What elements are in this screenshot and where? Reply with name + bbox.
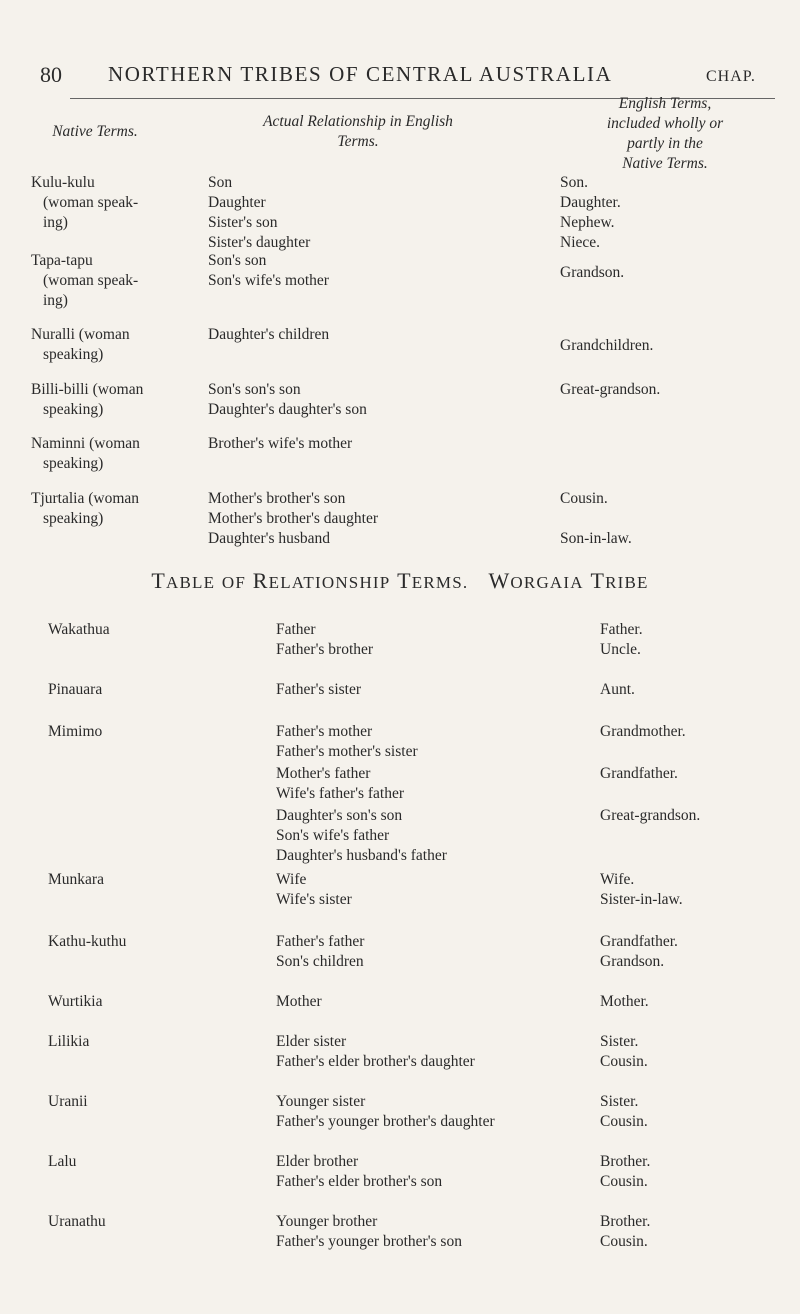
relationship: Wife's sister [276,891,352,908]
relationship: Father's mother [276,723,373,740]
title-smallcaps: ERMS. [411,573,469,592]
native-term: Nuralli (woman [31,326,130,343]
native-term: Uranathu [48,1213,106,1230]
native-term-note: speaking) [43,510,104,527]
title-smallcaps: ABLE [166,573,216,592]
relationship: Daughter's daughter's son [208,401,367,418]
column-heading-actual-line: Terms. [337,133,379,150]
english-term: Great-grandson. [560,381,661,398]
title-initial: T [397,568,412,593]
english-term: Grandson. [560,264,625,281]
relationship: Father's younger brother's daughter [276,1113,495,1130]
column-heading-native: Native Terms. [52,123,138,140]
english-term: Great-grandson. [600,807,701,824]
column-heading-english [545,94,785,174]
relationship: Elder sister [276,1033,347,1050]
relationship: Elder brother [276,1153,359,1170]
english-term: Grandchildren. [560,337,654,354]
english-term: Grandson. [600,953,665,970]
relationship: Father's sister [276,681,362,698]
english-term: Sister. [600,1093,639,1110]
english-term: Father. [600,621,643,638]
relationship: Father's younger brother's son [276,1233,462,1250]
relationship: Father's mother's sister [276,743,418,760]
relationship: Mother's brother's son [208,490,346,507]
title-initial: T [151,568,167,593]
relationship: Sister's son [208,214,278,231]
native-term: Uranii [48,1093,88,1110]
column-heading-english-line: English Terms, [618,95,712,112]
column-heading-english-line: Native Terms. [622,155,708,172]
relationship: Daughter's husband [208,530,331,547]
title-smallcaps: ELATIONSHIP [268,573,391,592]
native-term-note: speaking) [43,401,104,418]
english-term: Cousin. [600,1053,648,1070]
native-term-note: (woman speak- [43,194,139,211]
relationship: Father's father [276,933,365,950]
english-term: Nephew. [560,214,615,231]
column-heading-english-line: partly in the [627,135,703,152]
native-term: Munkara [48,871,104,888]
page-number: 80 [40,62,62,87]
english-term: Aunt. [600,681,635,698]
relationship: Daughter's husband's father [276,847,447,864]
english-term: Cousin. [600,1233,648,1250]
relationship: Younger sister [276,1093,366,1110]
relationship: Brother's wife's mother [208,435,353,452]
section-title [0,568,800,594]
column-heading-actual [198,112,518,152]
relationship: Mother's father [276,765,371,782]
native-term: Tjurtalia (woman [31,490,140,507]
relationship: Son's son [208,252,267,269]
relationship: Wife [276,871,307,888]
native-term-note: speaking) [43,346,104,363]
native-term-note: (woman speak- [43,272,139,289]
relationship: Sister's daughter [208,234,311,251]
running-title: NORTHERN TRIBES OF CENTRAL AUSTRALIA [108,62,613,86]
title-initial: W [488,568,511,593]
relationship: Mother [276,993,322,1010]
relationship: Son's son's son [208,381,301,398]
title-smallcaps: OF [221,573,247,592]
english-term: Son. [560,174,588,191]
relationship: Son [208,174,233,191]
native-term-note: speaking) [43,455,104,472]
english-term: Wife. [600,871,635,888]
native-term: Tapa-tapu [31,252,93,269]
relationship: Father's elder brother's son [276,1173,443,1190]
title-initial: R [252,568,269,593]
native-term: Wakathua [48,621,110,638]
english-term: Sister-in-law. [600,891,683,908]
column-heading-actual-line: Actual Relationship in English [263,113,453,130]
english-term: Daughter. [560,194,621,211]
title-smallcaps: RIBE [605,573,649,592]
english-term: Niece. [560,234,601,251]
native-term: Wurtikia [48,993,103,1010]
relationship: Son's children [276,953,364,970]
english-term: Brother. [600,1213,651,1230]
english-term: Cousin. [600,1173,648,1190]
english-term: Cousin. [600,1113,648,1130]
native-term-note: ing) [43,214,68,231]
english-term: Grandfather. [600,765,678,782]
column-heading-english-line: included wholly or [606,115,724,132]
relationship: Daughter [208,194,266,211]
relationship: Son's wife's mother [208,272,329,289]
relationship: Wife's father's father [276,785,405,802]
relationship: Younger brother [276,1213,378,1230]
relationship: Mother's brother's daughter [208,510,379,527]
native-term: Lalu [48,1153,77,1170]
english-term: Cousin. [560,490,608,507]
native-term: Billi-billi (woman [31,381,144,398]
relationship: Father [276,621,316,638]
title-smallcaps: ORGAIA [510,573,584,592]
native-term-note: ing) [43,292,68,309]
native-term: Mimimo [48,723,103,740]
relationship: Daughter's children [208,326,330,343]
relationship: Father's elder brother's daughter [276,1053,475,1070]
native-term: Lilikia [48,1033,90,1050]
chapter-label: CHAP. [706,68,756,85]
english-term: Sister. [600,1033,639,1050]
english-term: Brother. [600,1153,651,1170]
title-initial: T [590,568,606,593]
relationship: Daughter's son's son [276,807,403,824]
english-term: Grandfather. [600,933,678,950]
english-term: Mother. [600,993,649,1010]
english-term: Son-in-law. [560,530,632,547]
native-term: Pinauara [48,681,103,698]
native-term: Kulu-kulu [31,174,95,191]
native-term: Kathu-kuthu [48,933,127,950]
relationship: Father's brother [276,641,374,658]
english-term: Grandmother. [600,723,686,740]
english-term: Uncle. [600,641,641,658]
relationship: Son's wife's father [276,827,390,844]
native-term: Naminni (woman [31,435,140,452]
